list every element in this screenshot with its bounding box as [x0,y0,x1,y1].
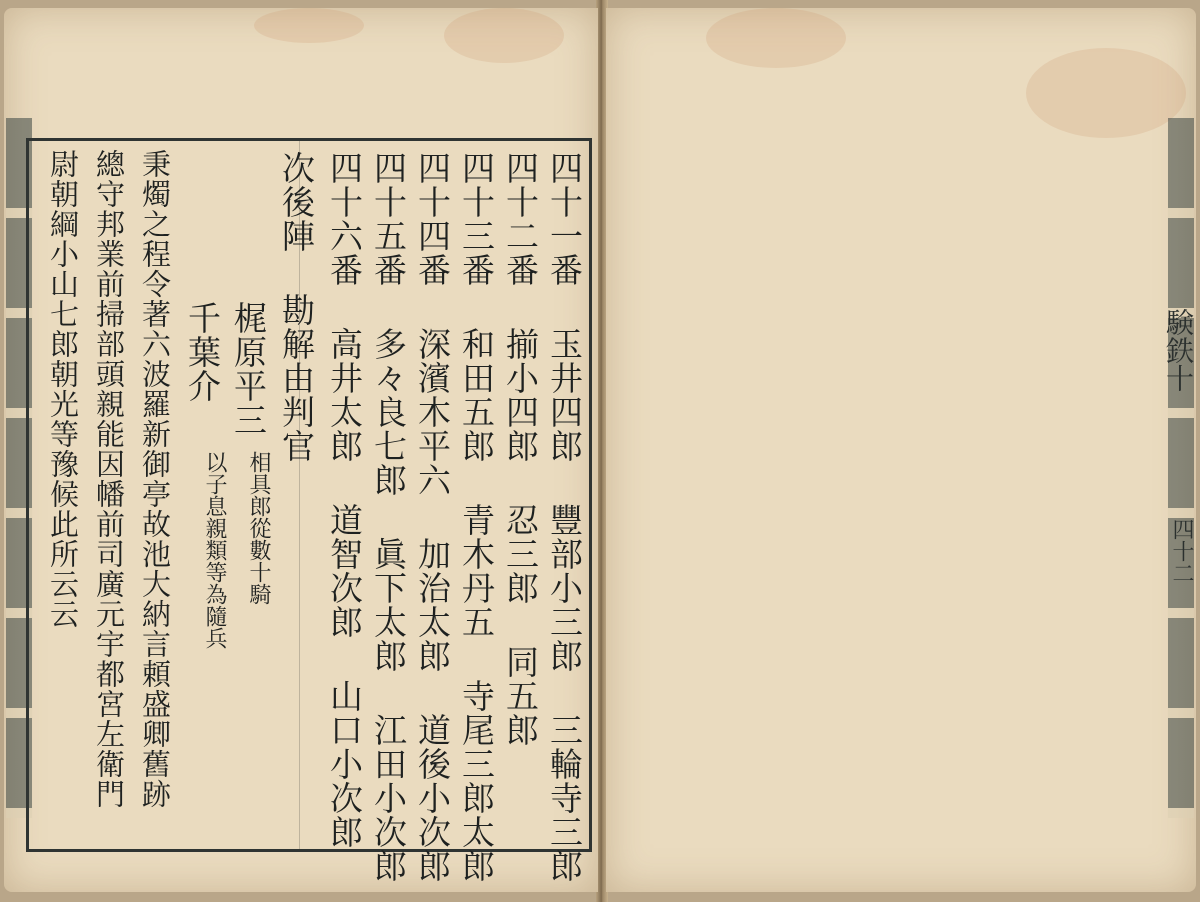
left-page-frame [26,138,592,883]
left-column-12: 尉朝綱小山七郎朝光等豫候此所云云 [46,149,80,629]
right-page [606,8,1196,892]
folio-number: 四十二 [1169,518,1194,584]
stain [444,8,564,63]
left-column-1: 四十一番 玉井四郎 豐部小三郎 三輪寺三郎 [545,151,584,883]
stain [706,8,846,68]
left-column-5: 四十五番 多々良七郎 眞下太郎 江田小次郎 [369,151,408,883]
left-small-note-1: 相具郎從數十騎 [246,451,271,605]
left-column-11: 總守邦業前掃部頭親能因幡前司廣元宇都宮左衛門 [92,149,126,809]
stain [254,8,364,43]
left-column-7: 次後陣 勘解由判官 [277,151,316,463]
left-page [4,8,598,892]
left-column-4: 四十四番 深濱木平六 加治太郎 道後小次郎 [413,151,452,883]
left-column-6: 四十六番 高井太郎 道智次郎 山口小次郎 [325,151,364,849]
stain [1026,48,1186,138]
left-column-10: 秉燭之程令著六波羅新御亭故池大納言頼盛卿舊跡 [138,149,172,809]
left-column-3: 四十三番 和田五郎 青木丹五 寺尾三郎太郎 [457,151,496,883]
left-column-9: 千葉介 [183,301,222,403]
running-header: 験鉄十 [1162,308,1195,392]
left-column-8: 梶原平三 [229,301,268,437]
left-column-2: 四十二番 揃小四郎 忍三郎 同五郎 [501,151,540,747]
left-small-note-2: 以子息親類等為隨兵 [202,451,227,649]
right-page-side-tab [1168,118,1194,818]
